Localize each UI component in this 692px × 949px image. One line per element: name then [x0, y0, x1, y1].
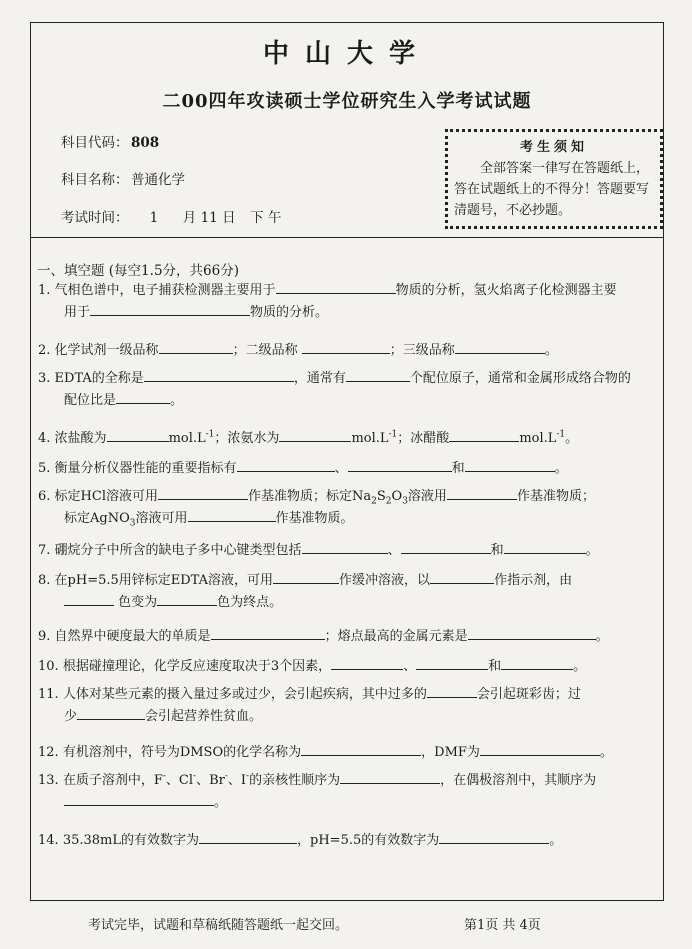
- q-text: 作基准物质。: [275, 511, 354, 526]
- q-sup: -: [246, 771, 250, 782]
- question-1: [38, 279, 657, 323]
- q-sub: 2: [385, 496, 392, 507]
- q-text: 。: [549, 833, 563, 848]
- q-text: 。: [544, 343, 558, 358]
- q-text: ；熔点最高的金属元素是: [324, 629, 468, 644]
- answer-blank[interactable]: [158, 485, 248, 500]
- q-text: 和: [490, 543, 504, 558]
- q-text: 在pH=5.5用锌标定EDTA溶液，可用: [54, 573, 274, 588]
- q-text: ，通常有: [293, 371, 346, 386]
- q-num: 10.: [38, 659, 59, 674]
- candidate-notice: [445, 129, 663, 229]
- answer-blank[interactable]: [159, 339, 233, 354]
- q-text: 气相色谱中，电子捕获检测器主要用于: [54, 283, 276, 298]
- q-text: 化学试剂一级品称: [54, 343, 159, 358]
- q-text: O: [391, 489, 403, 504]
- q-text: ；三级品称: [389, 343, 455, 358]
- header: [31, 23, 663, 238]
- q-text: 。: [573, 659, 587, 674]
- q-num: 7.: [38, 543, 51, 558]
- q-num: 8.: [38, 573, 51, 588]
- q-text: 会引起营养性贫血。: [145, 709, 263, 724]
- answer-blank[interactable]: [237, 457, 335, 472]
- q-text: 色为终点。: [217, 595, 283, 610]
- answer-blank[interactable]: [416, 655, 488, 670]
- q-num: 12.: [38, 745, 59, 760]
- university-name: 中山大学: [262, 39, 431, 69]
- q-text: 。: [565, 431, 579, 446]
- answer-blank[interactable]: [276, 279, 396, 294]
- q-text: EDTA的全称是: [54, 371, 144, 386]
- answer-blank[interactable]: [77, 705, 145, 720]
- exam-period: 下 午: [250, 210, 282, 226]
- q-text: 、Cl: [165, 773, 194, 788]
- q-text: 的亲核性顺序为: [249, 773, 341, 788]
- answer-blank[interactable]: [449, 427, 519, 442]
- answer-blank[interactable]: [64, 791, 214, 806]
- q-text: 。: [554, 461, 568, 476]
- q-text: 标定HCl溶液可用: [54, 489, 158, 504]
- q-num: 9.: [38, 629, 51, 644]
- answer-blank[interactable]: [211, 625, 325, 640]
- q-num: 14.: [38, 833, 59, 848]
- q-text: 。: [595, 629, 609, 644]
- q-sub: 3: [402, 496, 408, 507]
- answer-blank[interactable]: [465, 457, 555, 472]
- answer-blank[interactable]: [346, 367, 410, 382]
- answer-blank[interactable]: [401, 539, 491, 554]
- answer-blank[interactable]: [468, 625, 596, 640]
- q-text: 。: [599, 745, 613, 760]
- answer-blank[interactable]: [439, 829, 549, 844]
- question-10: [38, 655, 657, 677]
- q-text: 用于: [64, 305, 91, 320]
- q-sup: -: [193, 771, 197, 782]
- exam-title: 二00四年攻读硕士学位研究生入学考试试题: [162, 91, 532, 112]
- q-text: S: [376, 489, 386, 504]
- q-text: 会引起斑彩齿；过: [476, 687, 581, 702]
- q-text: 物质的分析。: [250, 305, 329, 320]
- q-text: ，DMF为: [421, 745, 480, 760]
- q-text: ；二级品称: [232, 343, 298, 358]
- q-text: ，pH=5.5的有效数字为: [297, 833, 440, 848]
- answer-blank[interactable]: [64, 591, 114, 606]
- subject-name-row: [61, 168, 185, 188]
- q-text: 根据碰撞理论，化学反应速度取决于3个因素，: [62, 659, 332, 674]
- exam-month: 1: [149, 210, 159, 226]
- q-sup: -1: [388, 429, 398, 440]
- exam-sheet: [30, 22, 664, 901]
- answer-blank[interactable]: [501, 655, 573, 670]
- exam-month-unit: 月: [182, 210, 197, 226]
- q-sub: 2: [371, 496, 377, 507]
- q-text: 个配位原子，通常和金属形成络合物的: [409, 371, 631, 386]
- subject-code-label: 科目代码：: [61, 135, 129, 151]
- q-text: ；浓氨水为: [214, 431, 280, 446]
- q-text: 溶液用: [407, 489, 447, 504]
- q-text: 配位比是: [64, 393, 117, 408]
- subject-code-value: 808: [131, 135, 160, 151]
- question-12: [38, 741, 657, 763]
- notice-title: 考生须知: [519, 140, 588, 155]
- question-7: [38, 539, 657, 561]
- question-11: [38, 683, 657, 727]
- footer-instruction: 考试完毕，试题和草稿纸随答题纸一起交回。: [88, 918, 349, 933]
- q-text: 自然界中硬度最大的单质是: [54, 629, 211, 644]
- question-6: [38, 485, 657, 529]
- question-13: [38, 769, 657, 813]
- section-title: 一、填空题 (每空1.5分，共66分): [37, 263, 239, 279]
- question-8: [38, 569, 657, 613]
- q-text: 、: [403, 659, 417, 674]
- q-text: 人体对某些元素的摄入量过多或过少，会引起疾病，其中过多的: [62, 687, 427, 702]
- subject-name-value: 普通化学: [131, 172, 185, 188]
- question-4: [38, 427, 657, 449]
- q-text: 和: [451, 461, 465, 476]
- answer-blank[interactable]: [90, 301, 250, 316]
- q-text: 、: [387, 543, 401, 558]
- q-sup: -1: [556, 429, 566, 440]
- answer-blank[interactable]: [302, 539, 388, 554]
- answer-blank[interactable]: [301, 741, 421, 756]
- q-sup: -: [224, 771, 228, 782]
- q-num: 4.: [38, 431, 51, 446]
- q-text: 、: [334, 461, 348, 476]
- exam-day: 11: [200, 210, 218, 226]
- q-text: 色变为: [118, 595, 158, 610]
- q-text: mol.L: [351, 431, 389, 446]
- q-text: 。: [214, 795, 228, 810]
- q-sub: 3: [129, 518, 136, 529]
- q-text: ；冰醋酸: [397, 431, 450, 446]
- question-5: [38, 457, 657, 479]
- notice-text: 全部答案一律写在答题纸上，答在试题纸上的不得分！答题要写清题号，不必抄题。: [454, 161, 650, 218]
- answer-blank[interactable]: [107, 427, 169, 442]
- question-14: [38, 829, 657, 851]
- q-num: 1.: [38, 283, 51, 298]
- answer-blank[interactable]: [504, 539, 586, 554]
- subject-name-label: 科目名称：: [61, 172, 129, 188]
- q-text: 溶液可用: [135, 511, 188, 526]
- page-number: 第1页 共 4页: [464, 918, 541, 933]
- answer-blank[interactable]: [340, 769, 440, 784]
- q-num: 13.: [38, 773, 59, 788]
- q-num: 3.: [38, 371, 51, 386]
- q-num: 5.: [38, 461, 51, 476]
- q-text: 有机溶剂中，符号为DMSO的化学名称为: [62, 745, 302, 760]
- answer-blank[interactable]: [455, 339, 545, 354]
- answer-blank[interactable]: [348, 457, 452, 472]
- q-text: 、Br: [196, 773, 225, 788]
- q-text: 硼烷分子中所含的缺电子多中心键类型包括: [54, 543, 302, 558]
- answer-blank[interactable]: [480, 741, 600, 756]
- q-text: 标定AgNO: [64, 511, 130, 526]
- q-text: 衡量分析仪器性能的重要指标有: [54, 461, 237, 476]
- q-text: 作缓冲溶液，以: [339, 573, 431, 588]
- q-text: mol.L: [168, 431, 206, 446]
- q-text: 和: [488, 659, 502, 674]
- answer-blank[interactable]: [302, 339, 390, 354]
- answer-blank[interactable]: [331, 655, 403, 670]
- q-sup: -: [162, 771, 166, 782]
- question-3: [38, 367, 657, 411]
- answer-blank[interactable]: [427, 683, 477, 698]
- q-num: 2.: [38, 343, 51, 358]
- q-text: 在质子溶剂中，F: [62, 773, 163, 788]
- q-text: 。: [585, 543, 599, 558]
- answer-blank[interactable]: [447, 485, 517, 500]
- answer-blank[interactable]: [430, 569, 494, 584]
- exam-time-label: 考试时间：: [61, 210, 129, 226]
- q-text: 、I: [227, 773, 247, 788]
- answer-blank[interactable]: [116, 389, 170, 404]
- q-text: 作指示剂，由: [494, 573, 573, 588]
- exam-day-unit: 日: [222, 210, 236, 226]
- answer-blank[interactable]: [157, 591, 217, 606]
- answer-blank[interactable]: [273, 569, 339, 584]
- answer-blank[interactable]: [279, 427, 351, 442]
- q-text: 物质的分析，氢火焰离子化检测器主要: [395, 283, 617, 298]
- q-num: 11.: [38, 687, 59, 702]
- q-text: 作基准物质；标定Na: [248, 489, 372, 504]
- q-text: 作基准物质；: [516, 489, 595, 504]
- exam-time-row: [61, 206, 281, 226]
- q-text: 浓盐酸为: [54, 431, 107, 446]
- q-text: mol.L: [519, 431, 557, 446]
- q-text: 少: [64, 709, 78, 724]
- q-sup: -1: [205, 429, 215, 440]
- answer-blank[interactable]: [188, 507, 276, 522]
- answer-blank[interactable]: [199, 829, 297, 844]
- q-text: 35.38mL的有效数字为: [62, 833, 200, 848]
- q-num: 6.: [38, 489, 51, 504]
- answer-blank[interactable]: [144, 367, 294, 382]
- q-text: 。: [170, 393, 184, 408]
- q-text: ，在偶极溶剂中，其顺序为: [440, 773, 597, 788]
- subject-code-row: [61, 131, 159, 151]
- question-2: [38, 339, 657, 361]
- question-9: [38, 625, 657, 647]
